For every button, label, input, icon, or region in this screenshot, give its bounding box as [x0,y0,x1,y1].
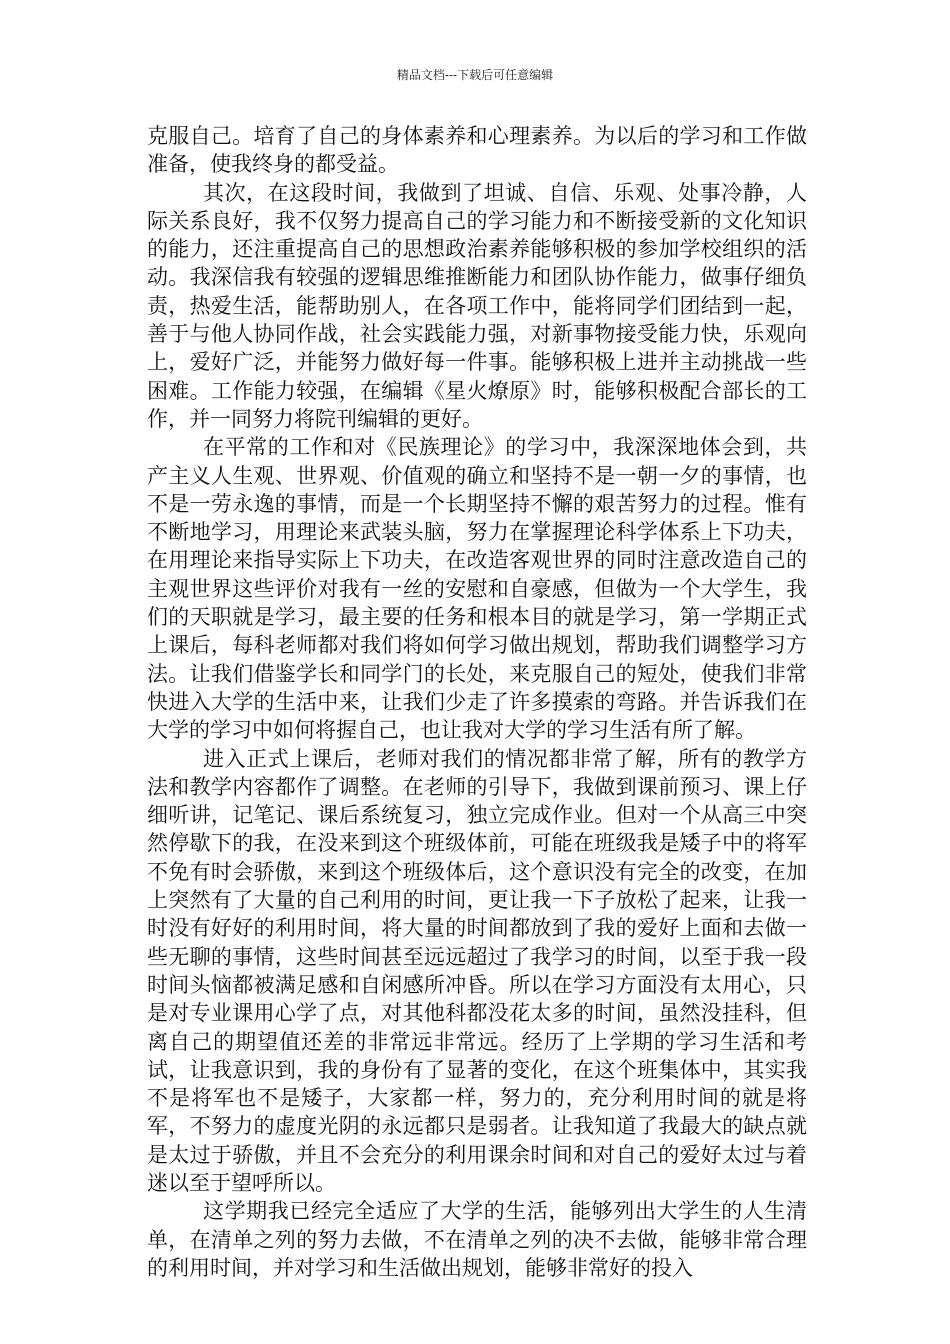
page-header: 精品文档---下载后可任意编辑 [396,68,554,82]
document-body [147,122,807,1282]
paragraph-4: 进入正式上课后，老师对我们的情况都非常了解，所有的教学方法和教学内容都作了调整。在老师的引导下，我做到课前预习、课上仔细听讲，记笔记、课后系统复习，独立完成作业。但对一个从高三中突然停歇下的我，在没来到这个班级体前，可能在班级我是矮子中的将军不免有时会骄傲，来到这个班级体后，这个意识没有完全的改变，在加上突然有了大量的自己利用的时间，更让我一下子放松了起来，让我一时没有好好的利用时间，将大量的时间都放到了我的爱好上面和去做一些无聊的事情，这些时间甚至远远超过了我学习的时间，以至于我一段时间头恼都被满足感和自闲感所冲昏。所以在学习方面没有太用心，只是对专业课用心学了点，对其他科都没花太多的时间，虽然没挂科，但离自己的期望值还差的非常远非常远。经历了上学期的学习生活和考试，让我意识到，我的身份有了显著的变化，在这个班集体中，其实我不是将军也不是矮子，大家都一样，努力的，充分利用时间的就是将军，不努力的虚度光阴的永远都只是弱者。让我知道了我最大的缺点就是太过于骄傲，并且不会充分的利用课余时间和对自己的爱好太过与着迷以至于望呼所以。 [147,746,807,1195]
paragraph-3: 在平常的工作和对《民族理论》的学习中，我深深地体会到，共产主义人生观、世界观、价值观的确立和坚持不是一朝一夕的事情，也不是一劳永逸的事情，而是一个长期坚持不懈的艰苦努力的过程。惟有不断地学习，用理论来武装头脑，努力在掌握理论科学体系上下功夫，在用理论来指导实际上下功夫，在改造客观世界的同时注意改造自己的主观世界这些评价对我有一丝的安慰和自豪感，但做为一个大学生，我们的天职就是学习，最主要的任务和根本目的就是学习，第一学期正式上课后，每科老师都对我们将如何学习做出规划，帮助我们调整学习方法。让我们借鉴学长和同学门的长处，来克服自己的短处，使我们非常快进入大学的生活中来，让我们少走了许多摸索的弯路。并告诉我们在大学的学习中如何将握自己，也让我对大学的学习生活有所了解。 [147,435,807,743]
paragraph-2: 其次，在这段时间，我做到了坦诚、自信、乐观、处事冷静，人际关系良好，我不仅努力提高自己的学习能力和不断接受新的文化知识的能力，还注重提高自己的思想政治素养能够积极的参加学校组织的活动。我深信我有较强的逻辑思维推断能力和团队协作能力，做事仔细负责，热爱生活，能帮助别人，在各项工作中，能将同学们团结到一起，善于与他人协同作战，社会实践能力强，对新事物接受能力快，乐观向上，爱好广泛，并能努力做好每一件事。能够积极上进并主动挑战一些困难。工作能力较强，在编辑《星火燎原》时，能够积极配合部长的工作，并一同努力将院刊编辑的更好。 [147,180,807,431]
paragraph-5: 这学期我已经完全适应了大学的生活，能够列出大学生的人生清单，在清单之列的努力去做，不在清单之列的决不去做，能够非常合理的利用时间，并对学习和生活做出规划，能够非常好的投入 [147,1199,807,1280]
paragraph-1: 克服自己。培育了自己的身体素养和心理素养。为以后的学习和工作做准备，使我终身的都受益。 [147,124,807,177]
